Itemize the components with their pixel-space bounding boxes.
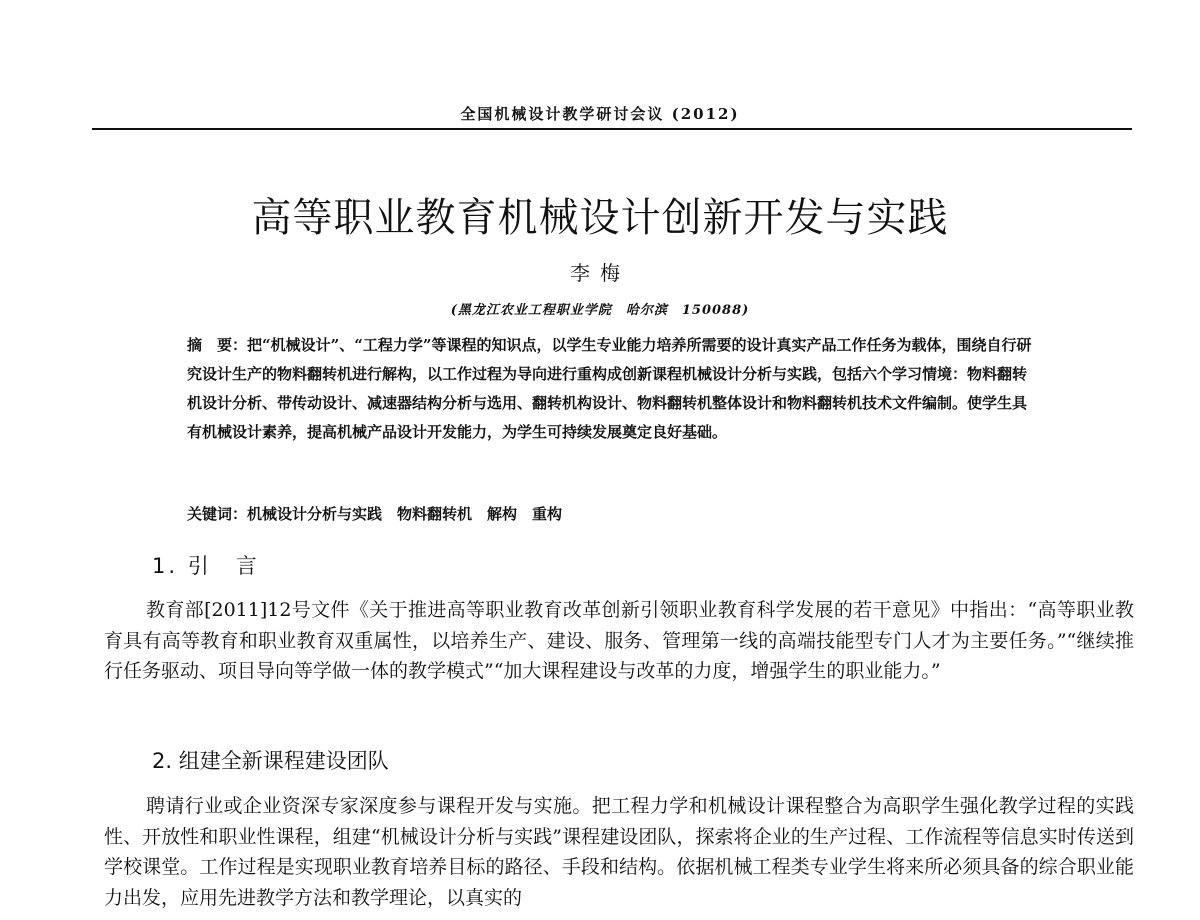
paper-title: 高等职业教育机械设计创新开发与实践	[251, 195, 949, 241]
abstract-label: 摘 要：	[187, 336, 248, 354]
abstract	[187, 331, 1032, 447]
body-paragraph: 教育部[2011]12号文件《关于推进高等职业教育改革创新引领职业教育科学发展的若干意见》中指出：“高等职业教育具有高等教育和职业教育双重属性，以培养生产、建设、服务、管理第一线的高端技能型专门人才为主要任务。”“继续推行任务驱动、项目导向等学做一体的教学模式”“加大课程建设与改革的力度，增强学生的职业能力。”	[104, 599, 1134, 682]
abstract-text: 把“机械设计”、“工程力学”等课程的知识点，以学生专业能力培养所需要的设计真实产品工作任务为载体，围绕自行研究设计生产的物料翻转机进行解构，以工作过程为导向进行重构成创新课程机械设计分析与实践，包括六个学习情境：物料翻转机设计分析、带传动设计、减速器结构分析与选用、翻转机构设计、物料翻转机整体设计和物料翻转机技术文件编制。使学生具有机械设计素养，提高机械产品设计开发能力，为学生可持续发展奠定良好基础。	[187, 336, 1032, 441]
section-heading: 1. 引 言	[152, 554, 260, 578]
body-paragraph: 聘请行业或企业资深专家深度参与课程开发与实施。把工程力学和机械设计课程整合为高职学生强化教学过程的实践性、开放性和职业性课程，组建“机械设计分析与实践”课程建设团队，探索将企业的生产过程、工作流程等信息实时传送到学校课堂。工作过程是实现职业教育培养目标的路径、手段和结构。依据机械工程类专业学生将来所必须具备的综合职业能力出发，应用先进教学方法和教学理论，以真实的	[104, 795, 1134, 909]
author-name: 李梅	[570, 261, 630, 285]
section-heading: 2. 组建全新课程建设团队	[152, 749, 389, 773]
header-rule	[92, 128, 1132, 130]
author-affiliation: (黑龙江农业工程职业学院 哈尔滨 150088)	[450, 303, 750, 318]
keywords-label: 关键词：	[187, 505, 248, 523]
keywords-text: 机械设计分析与实践 物料翻转机 解构 重构	[247, 505, 563, 523]
keywords	[187, 501, 1032, 527]
running-header: 全国机械设计教学研讨会议 (2012)	[460, 105, 740, 123]
